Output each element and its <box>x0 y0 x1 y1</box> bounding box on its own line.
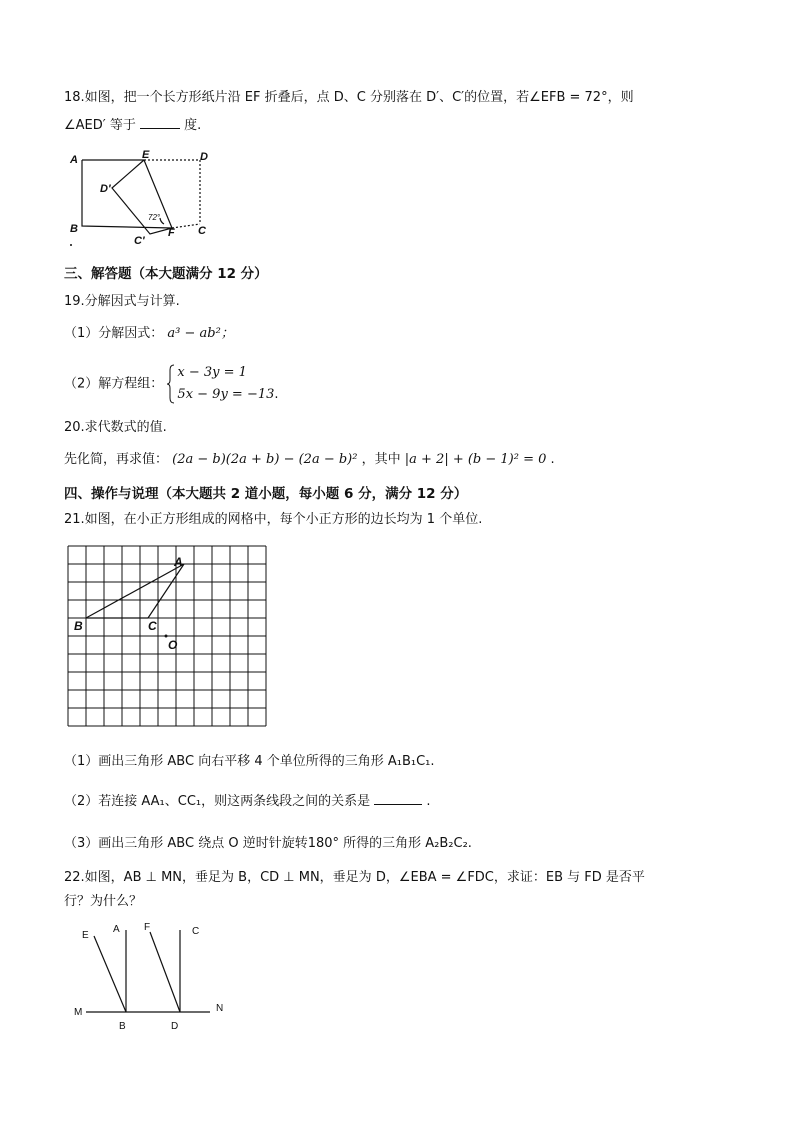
q19-part2-label: （2）解方程组： <box>64 376 164 392</box>
q20-end: . <box>550 452 555 467</box>
q21-label-a: A <box>174 555 183 569</box>
q19-eq2: 5x − 9y = −13 <box>177 387 275 402</box>
q18-figure <box>60 148 220 248</box>
q19-part1-expr: a³ − ab²； <box>167 326 234 341</box>
q21-part2-pre: （2）若连接 AA₁、CC₁，则这两条线段之间的关系是 <box>64 794 371 809</box>
q20-body <box>64 450 555 470</box>
q22-line2: 行？为什么？ <box>64 894 143 909</box>
q22-label-a: A <box>113 924 120 935</box>
q22-label-m: M <box>74 1007 83 1018</box>
q19-part1-label: （1）分解因式： <box>64 326 164 341</box>
q18-label-d: D <box>200 151 208 163</box>
q21-part3: （3）画出三角形 ABC 绕点 O 逆时针旋转180° 所得的三角形 A₂B₂C₂. <box>64 836 472 851</box>
q21-grid-figure <box>68 546 266 726</box>
q20-text-pre: 先化简，再求值： <box>64 452 169 467</box>
section4-title: 四、操作与说理（本大题共 2 道小题，每小题 6 分，满分 12 分） <box>64 486 468 502</box>
q19-eq2-end: . <box>274 387 279 402</box>
q21-part2 <box>64 792 431 812</box>
q18-angle-label: 72° <box>148 213 161 222</box>
q18-rect-bottom-dashed <box>172 224 200 228</box>
q21-part1: （1）画出三角形 ABC 向右平移 4 个单位所得的三角形 A₁B₁C₁. <box>64 754 435 769</box>
q22-label-f: F <box>144 922 151 933</box>
q18-answer-blank[interactable] <box>140 116 180 129</box>
q18-label-dprime: D′ <box>100 183 111 195</box>
q22-label-e: E <box>82 930 89 941</box>
q22-label-d: D <box>171 1021 179 1032</box>
q21-label-b: B <box>74 619 83 633</box>
q21-label-c: C <box>148 619 157 633</box>
q22-label-b: B <box>119 1021 126 1032</box>
q22-label-c: C <box>192 926 200 937</box>
q20-text-mid: ，其中 <box>361 452 401 467</box>
q21-label-o: O <box>168 638 178 652</box>
q20-expr: (2a − b)(2a + b) − (2a − b)² <box>172 452 358 467</box>
q18-label-e: E <box>142 149 150 161</box>
q22-line1: 22.如图，AB ⊥ MN，垂足为 B，CD ⊥ MN，垂足为 D，∠EBA = ∠FDC，求证：EB 与 FD 是否平 <box>64 870 645 885</box>
q18-line1: 18.如图，把一个长方形纸片沿 EF 折叠后，点 D、C 分别落在 D′、C′的位置，若∠EFB = 72°，则 <box>64 90 634 105</box>
q18-line2-pre: ∠AED′ 等于 <box>64 118 136 133</box>
section3-title: 三、解答题（本大题满分 12 分） <box>64 266 268 282</box>
q22-label-n: N <box>216 1003 224 1014</box>
q18-label-c: C <box>198 225 206 237</box>
q19-title: 19.分解因式与计算. <box>64 294 180 309</box>
q18-label-b: B <box>70 223 78 235</box>
q22-segment-eb <box>94 936 126 1012</box>
q19-brace <box>167 364 175 404</box>
q18-angle-arc <box>160 218 164 224</box>
q18-line2-post: 度. <box>184 118 202 133</box>
q19-part2 <box>64 362 279 407</box>
q18-label-f: F <box>168 227 175 239</box>
q22-segment-fd <box>150 932 180 1012</box>
q19-eq1: x − 3y = 1 <box>177 365 247 380</box>
q18-line2 <box>64 116 201 136</box>
q18-label-a: A <box>70 154 78 166</box>
q18-label-cprime: C′ <box>134 235 145 247</box>
q21-answer-blank[interactable] <box>374 792 422 805</box>
q21-part2-post: . <box>426 794 431 809</box>
q19-equation-system <box>167 362 278 406</box>
q18-dot <box>70 244 72 246</box>
q22-figure <box>70 916 240 1036</box>
q21-title: 21.如图，在小正方形组成的网格中，每个小正方形的边长均为 1 个单位. <box>64 512 483 527</box>
q20-condition: |a + 2| + (b − 1)² = 0 <box>404 452 547 467</box>
q21-segment-ac <box>148 564 184 618</box>
q21-segment-ab <box>86 564 184 618</box>
q20-title: 20.求代数式的值. <box>64 420 167 435</box>
q19-part1 <box>64 324 234 344</box>
